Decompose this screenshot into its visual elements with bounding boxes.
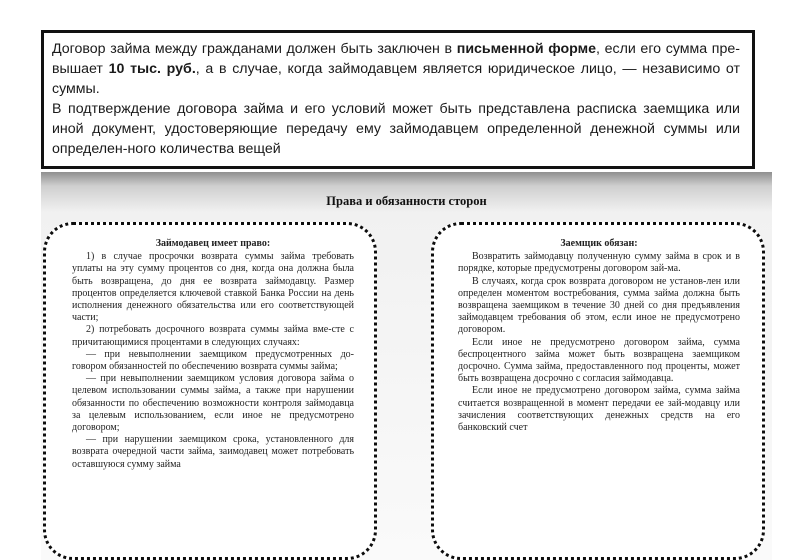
lender-paragraph: — при нарушении заемщиком срока, установленного для возврата очередной части займа, заимодавец может потребовать оставшуюся сумму займа [72, 434, 354, 470]
lender-card [43, 222, 377, 560]
lender-paragraph: 2) потребовать досрочного возврата суммы займа вме-сте с причитающимися процентами в следующих случаях: [72, 324, 354, 348]
intro-text: Договор займа между гражданами должен быть заключен в [52, 41, 457, 57]
intro-box [41, 30, 755, 169]
lender-paragraph: 1) в случае просрочки возврата суммы займа требовать уплаты на эту сумму процентов со дня, когда она должна была быть возвращена, до дня ее возврата займодавцу. Размер процентов определяется ключевой ставкой Банка России на день исполнения денежного обязательства или его соответствующей части; [72, 251, 354, 324]
rights-section [41, 172, 772, 560]
borrower-paragraph: В случаях, когда срок возврата договором не установ-лен или определен моментом востребования, сумма займа должна быть возвращена заемщиком в течение 30 дней со дня предъявления займодавцем требования об этом, если иное не предусмотрено договором. [458, 275, 740, 336]
intro-text: , если его сумма пре-вышает [52, 41, 740, 77]
intro-bold-amount: 10 тыс. руб. [108, 61, 196, 77]
borrower-paragraph: Если иное не предусмотрено договором займа, сумма беспроцентного займа может быть возвращена заемщиком досрочно. Сумма займа, предоставленного под проценты, может быть возвращена досрочно с согласия займодавца. [458, 336, 740, 385]
borrower-card [431, 222, 765, 560]
borrower-heading: Заемщик обязан: [560, 238, 638, 249]
intro-paragraph-1 [52, 39, 740, 99]
borrower-paragraph: Возвратить займодавцу полученную сумму займа в срок и в порядке, которые предусмотрены договором зай-ма. [458, 251, 740, 275]
lender-paragraph: — при невыполнении заемщиком предусмотренных до-говором обязанностей по обеспечению возврата суммы займа; [72, 348, 354, 373]
section-title: Права и обязанности сторон [326, 194, 487, 208]
intro-bold-written-form: письменной форме [456, 41, 596, 57]
lender-heading: Займодавец имеет право: [155, 238, 271, 249]
intro-text: , а в случае, когда займодавцем является юридическое лицо, — независимо от суммы. [52, 61, 741, 97]
lender-paragraph: — при невыполнении заемщиком условия договора займа о целевом использовании суммы займа, а также при нарушении обязанности по обеспечению возможности контроля займодавца за целевым использованием, если иное не предусмотрено договором; [72, 373, 354, 434]
borrower-paragraph: Если иное не предусмотрено договором займа, сумма займа считается возвращенной в момент передачи ее зай-модавцу или зачисления соответствующих денежных средств на его банковский счет [458, 385, 740, 434]
intro-paragraph-2: В подтверждение договора займа и его условий может быть представлена расписка заемщика или иной документ, удостоверяющие передачу ему займодавцем определенной денежной суммы или определен-ного количества вещей [52, 101, 740, 157]
